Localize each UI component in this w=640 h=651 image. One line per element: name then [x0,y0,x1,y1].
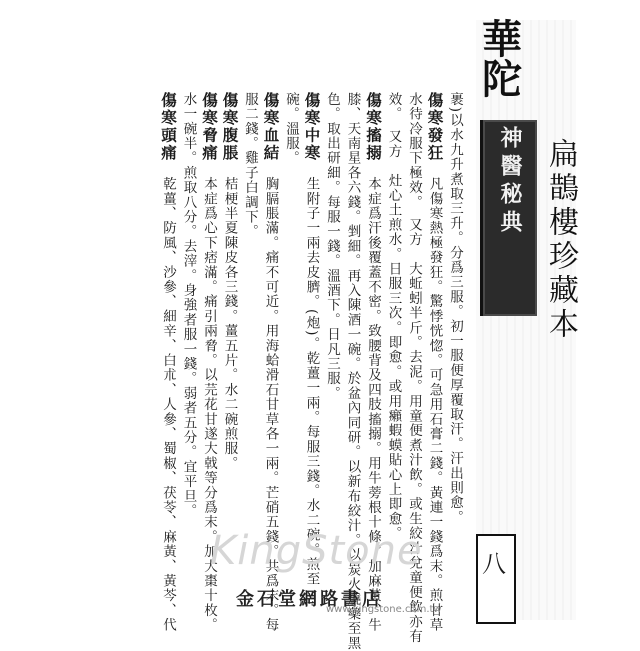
column-body: 桔梗半夏陳皮各三錢。薑五片。水二碗煎服。 [221,176,238,471]
text-column [325,92,339,401]
column-body: 裹)以水九升煮取三升。分爲三服。初一服便厚覆取汗。汗出則愈。 [447,92,463,525]
text-column [448,92,462,525]
logo-text: 華陀 [482,16,522,103]
page-number: 八 [482,550,506,578]
watermark-url: www.kingstone.com.tw [326,604,442,615]
column-body: 凡傷寒熱極發狂。驚悸恍惚。可急用石膏二錢。黃連一錢爲末。煎甘草 [426,176,443,633]
column-body: 水待冷服下極效。 又方 大蚯蚓半斤。去泥。用童便煮汁飲。或生絞汁兌童便飲亦有 [406,92,422,644]
text-column [181,92,195,518]
column-body: 本症爲心下痞滿。痛引兩脅。以芫花甘遂大戟等分爲末。加大棗十枚。 [201,176,217,633]
section-heading: 傷寒腹脹 [220,92,240,162]
book-title: 扁鵲樓珍藏本 [543,138,578,342]
text-column [386,92,400,541]
column-body: 服二錢。雞子白調下。 [242,92,258,239]
text-column [243,92,257,239]
watermark-store: 金石堂網路書店 [236,589,383,610]
text-column [161,92,177,632]
section-heading: 傷寒頭痛 [159,92,178,162]
page-number-box [476,534,516,624]
column-body: 水一碗半。煎取八分。去滓。身強者服一錢。弱者五分。宜平旦。 [180,92,197,519]
side-decoration [476,16,578,620]
column-body: 胸膈脹滿。痛不可近。用海蛤滑石甘草各一兩。芒硝五錢。共爲末。每 [262,176,279,633]
logo [480,16,524,112]
text-column [427,92,443,632]
series-panel [480,120,537,316]
section-heading: 傷寒發狂 [425,92,445,162]
section-heading: 傷寒脅痛 [200,92,219,162]
column-body: 本症爲汗後覆蓋不密。致腰背及四肢搐搦。用牛蒡根十條。加麻黃、牛 [365,176,381,633]
column-body: 乾薑、防風、沙參、細辛、白朮、人參、蜀椒、茯苓、麻黃、黃芩、代 [160,176,176,633]
text-column [284,92,298,166]
column-body: 膝、天南星各六錢。剉細。再入陳酒一碗。於盆內同研。以新布絞汁。以炭火燒藥至黑 [344,92,361,651]
column-body: 效。 又方 灶心土煎水。日服三次。即愈。或用癩蝦蟆貼心上即愈。 [385,92,402,541]
column-body: 碗。溫服。 [283,92,299,166]
watermark-brand: KingStone [210,528,423,574]
column-body: 生附子一兩去皮臍。(炮)。乾薑一兩。每服三錢。水二碗。煎至 [303,176,320,587]
column-body: 色。取出研細。每服一錢。溫酒下。日凡三服。 [324,92,340,401]
section-heading: 傷寒搐搦 [364,92,383,162]
series-title: 神醫秘典 [497,126,523,238]
text-column [304,92,320,587]
section-heading: 傷寒中寒 [302,92,322,162]
section-heading: 傷寒血結 [261,92,281,162]
text-column [222,92,238,471]
